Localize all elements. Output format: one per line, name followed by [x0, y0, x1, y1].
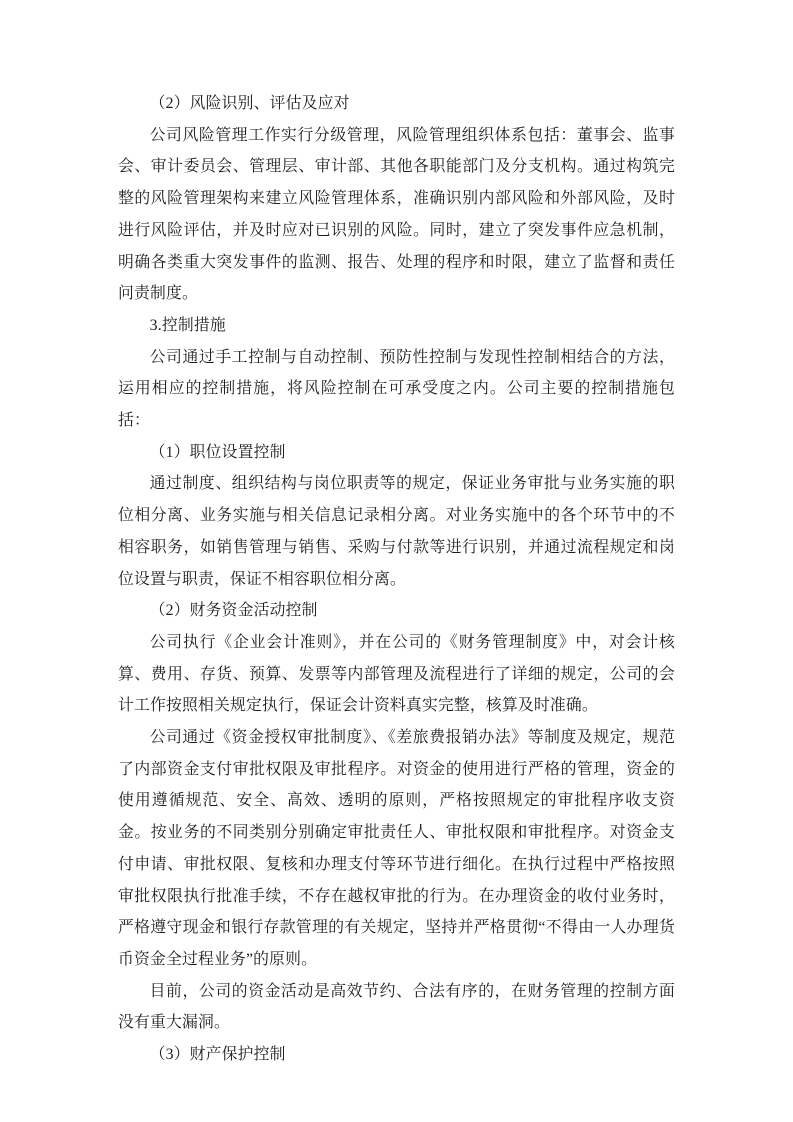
- subheading-position-setting-control: （1）职位设置控制: [149, 443, 286, 461]
- subheading-financial-funds-control: （2）财务资金活动控制: [149, 602, 318, 620]
- document-text-block: [118, 88, 675, 1071]
- paragraph-risk-management-system: 公司风险管理工作实行分级管理，风险管理组织体系包括：董事会、监事会、审计委员会、管理层、审计部、其他各职能部门及分支机构。通过构筑完整的风险管理架构来建立风险管理体系，准确识别内部风险和外部风险，及时进行风险评估，并及时应对已识别的风险。同时，建立了突发事件应急机制，明确各类重大突发事件的监测、报告、处理的程序和时限，建立了监督和责任问责制度。: [118, 126, 675, 303]
- paragraph-funds-activity-status: 目前，公司的资金活动是高效节约、合法有序的，在财务管理的控制方面没有重大漏洞。: [118, 982, 675, 1032]
- paragraph-segregation-of-duties: 通过制度、组织结构与岗位职责等的规定，保证业务审批与业务实施的职位相分离、业务实施与相关信息记录相分离。对业务实施中的各个环节中的不相容职务，如销售管理与销售、采购与付款等进行识别，并通过流程规定和岗位设置与职责，保证不相容职位相分离。: [118, 475, 675, 588]
- paragraph-control-methods: 公司通过手工控制与自动控制、预防性控制与发现性控制相结合的方法，运用相应的控制措施，将风险控制在可承受度之内。公司主要的控制措施包括：: [118, 348, 675, 430]
- paragraph-accounting-standards: 公司执行《企业会计准则》，并在公司的《财务管理制度》中，对会计核算、费用、存货、预算、发票等内部管理及流程进行了详细的规定，公司的会计工作按照相关规定执行，保证会计资料真实完整，核算及时准确。: [118, 633, 675, 715]
- subheading-control-measures: 3.控制措施: [149, 316, 226, 334]
- paragraph-funds-approval-procedures: 公司通过《资金授权审批制度》、《差旅费报销办法》等制度及规定，规范了内部资金支付审批权限及审批程序。对资金的使用进行严格的管理，资金的使用遵循规范、安全、高效、透明的原则，严格按照规定的审批程序收支资金。按业务的不同类别分别确定审批责任人、审批权限和审批程序。对资金支付申请、审批权限、复核和办理支付等环节进行细化。在执行过程中严格按照审批权限执行批准手续，不存在越权审批的行为。在办理资金的收付业务时，严格遵守现金和银行存款管理的有关规定，坚持并严格贯彻“不得由一人办理货币资金全过程业务”的原则。: [118, 729, 675, 968]
- subheading-property-protection-control: （3）财产保护控制: [149, 1046, 286, 1064]
- subheading-risk-identification-response: （2）风险识别、评估及应对: [149, 95, 350, 112]
